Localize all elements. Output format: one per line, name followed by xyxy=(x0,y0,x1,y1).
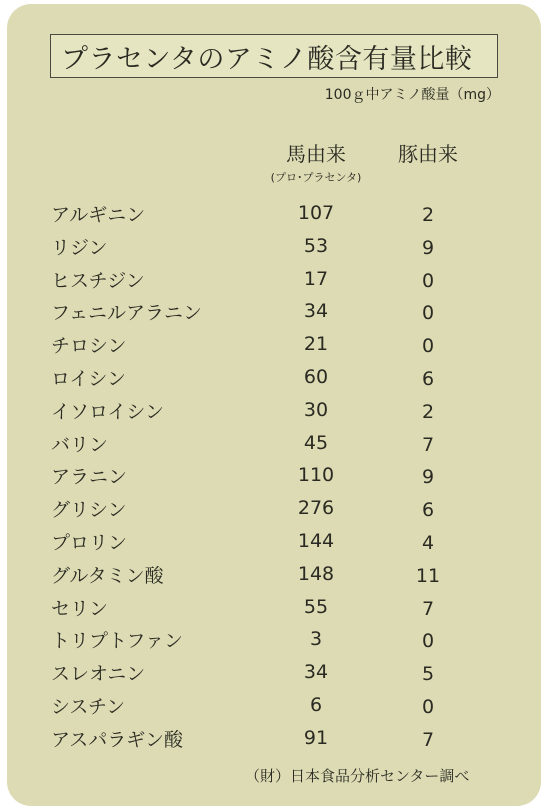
amino-acid-name: グリシン xyxy=(51,499,127,522)
table-row xyxy=(0,327,550,360)
pig-value: 7 xyxy=(421,597,435,620)
horse-value: 144 xyxy=(297,529,335,552)
table-row xyxy=(0,655,550,688)
pig-value: 4 xyxy=(421,531,435,554)
horse-value: 3 xyxy=(309,628,323,651)
amino-acid-name: シスチン xyxy=(51,695,126,718)
pig-value: 2 xyxy=(421,400,435,423)
table-row xyxy=(0,458,550,491)
horse-value: 30 xyxy=(303,398,329,421)
amino-acid-name: フェニルアラニン xyxy=(51,302,203,325)
pig-value: 11 xyxy=(415,564,441,587)
title-text: プラセンタのアミノ酸含有量比較 xyxy=(61,43,473,75)
amino-acid-name: セリン xyxy=(51,597,109,620)
table-row xyxy=(0,426,550,459)
pig-value: 6 xyxy=(421,367,435,390)
unit-note: 100ｇ中アミノ酸量（mg） xyxy=(324,87,500,103)
horse-value: 107 xyxy=(297,202,335,224)
table-row xyxy=(0,688,550,721)
table-row xyxy=(0,196,550,229)
amino-acid-name: ヒスチジン xyxy=(51,269,145,292)
horse-value: 276 xyxy=(297,497,335,520)
amino-acid-name: チロシン xyxy=(51,335,127,358)
amino-acid-name: プロリン xyxy=(51,531,128,554)
column-header-pig-label: 豚由来 xyxy=(398,142,458,166)
column-header-horse xyxy=(255,138,377,185)
horse-value: 53 xyxy=(303,234,329,257)
table-row xyxy=(0,590,550,623)
amino-acid-name: アルギニン xyxy=(51,204,146,226)
table-row xyxy=(0,393,550,426)
amino-acid-name: グルタミン酸 xyxy=(51,564,164,587)
amino-acid-name: リジン xyxy=(51,236,108,259)
pig-value: 0 xyxy=(421,695,435,718)
page-title xyxy=(50,34,498,78)
pig-value: 5 xyxy=(421,663,435,686)
horse-value: 55 xyxy=(303,595,329,618)
amino-acid-name: トリプトファン xyxy=(51,630,184,653)
horse-value: 148 xyxy=(297,562,335,585)
horse-value: 91 xyxy=(303,726,329,749)
pig-value: 0 xyxy=(421,630,435,653)
amino-acid-name: ロイシン xyxy=(51,367,126,390)
horse-value: 17 xyxy=(303,267,329,290)
amino-acid-table xyxy=(0,196,550,754)
amino-acid-name: バリン xyxy=(51,433,109,456)
pig-value: 2 xyxy=(421,204,435,226)
pig-value: 7 xyxy=(421,728,435,751)
amino-acid-name: アラニン xyxy=(51,466,128,489)
pig-value: 0 xyxy=(421,335,435,358)
amino-acid-name: イソロイシン xyxy=(51,400,164,423)
horse-value: 110 xyxy=(297,464,335,487)
pig-value: 6 xyxy=(421,499,435,522)
column-header-pig xyxy=(388,138,468,167)
pig-value: 0 xyxy=(421,269,435,292)
horse-value: 6 xyxy=(309,693,323,716)
amino-acid-name: スレオニン xyxy=(51,663,146,686)
amino-acid-name: アスパラギン酸 xyxy=(51,728,184,751)
source-note: （財）日本食品分析センター調べ xyxy=(245,767,470,785)
pig-value: 9 xyxy=(421,466,435,489)
table-row xyxy=(0,622,550,655)
pig-value: 9 xyxy=(421,236,435,259)
column-header-horse-label: 馬由来 xyxy=(286,142,346,166)
table-row xyxy=(0,721,550,754)
table-row xyxy=(0,557,550,590)
table-row xyxy=(0,491,550,524)
horse-value: 34 xyxy=(303,661,329,684)
column-header-horse-sublabel: (プロ･プラセンタ) xyxy=(270,171,362,184)
horse-value: 21 xyxy=(303,333,329,356)
table-row xyxy=(0,262,550,295)
pig-value: 0 xyxy=(421,302,435,325)
horse-value: 34 xyxy=(303,300,329,323)
table-row xyxy=(0,229,550,262)
table-row xyxy=(0,360,550,393)
table-row xyxy=(0,294,550,327)
horse-value: 45 xyxy=(303,431,329,454)
table-row xyxy=(0,524,550,557)
pig-value: 7 xyxy=(421,433,435,456)
horse-value: 60 xyxy=(303,365,329,388)
